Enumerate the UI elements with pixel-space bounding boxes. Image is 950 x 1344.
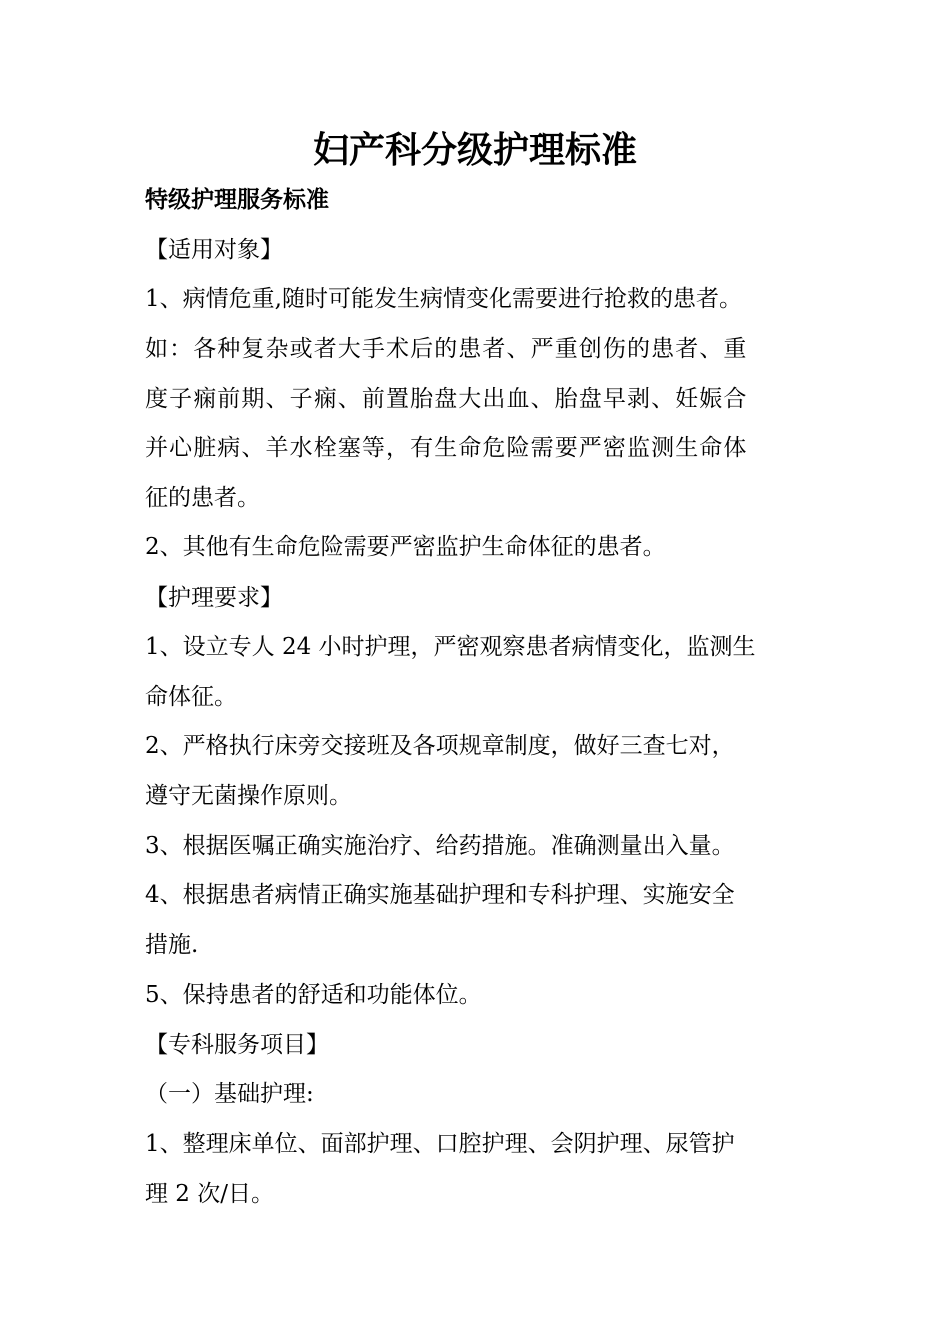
paragraph-line: 措施. [145, 932, 199, 958]
paragraph-line: 2、其他有生命危险需要严密监护生命体征的患者。 [145, 534, 666, 560]
paragraph-line: 5、保持患者的舒适和功能体位。 [145, 982, 482, 1008]
paragraph-line: 1、整理床单位、面部护理、口腔护理、会阴护理、尿管护 [145, 1131, 735, 1157]
paragraph-line: 2、严格执行床旁交接班及各项规章制度，做好三查七对， [145, 733, 735, 759]
section-heading: 特级护理服务标准 [145, 186, 329, 213]
paragraph-line: 4、根据患者病情正确实施基础护理和专科护理、实施安全 [145, 882, 735, 908]
paragraph-line: 如：各种复杂或者大手术后的患者、严重创伤的患者、重 [145, 336, 748, 362]
paragraph-line: 并心脏病、羊水栓塞等，有生命危险需要严密监测生命体 [145, 435, 748, 461]
paragraph-line: 度子痫前期、子痫、前置胎盘大出血、胎盘早剥、妊娠合 [145, 386, 748, 412]
paragraph-line: 【适用对象】 [145, 237, 283, 263]
paragraph-line: 命体征。 [145, 684, 237, 710]
paragraph-line: 遵守无菌操作原则。 [145, 783, 352, 809]
paragraph-line: 1、设立专人 24 小时护理，严密观察患者病情变化，监测生 [145, 634, 756, 660]
paragraph-line: 1、病情危重,随时可能发生病情变化需要进行抢救的患者。 [145, 286, 742, 312]
paragraph-line: 【护理要求】 [145, 585, 283, 611]
paragraph-line: （一）基础护理: [145, 1081, 314, 1107]
paragraph-line: 【专科服务项目】 [145, 1032, 329, 1058]
paragraph-line: 理 2 次/日。 [145, 1181, 275, 1207]
document-title: 妇产科分级护理标准 [312, 129, 637, 171]
paragraph-line: 征的患者。 [145, 485, 260, 511]
paragraph-line: 3、根据医嘱正确实施治疗、给药措施。准确测量出入量。 [145, 833, 735, 859]
